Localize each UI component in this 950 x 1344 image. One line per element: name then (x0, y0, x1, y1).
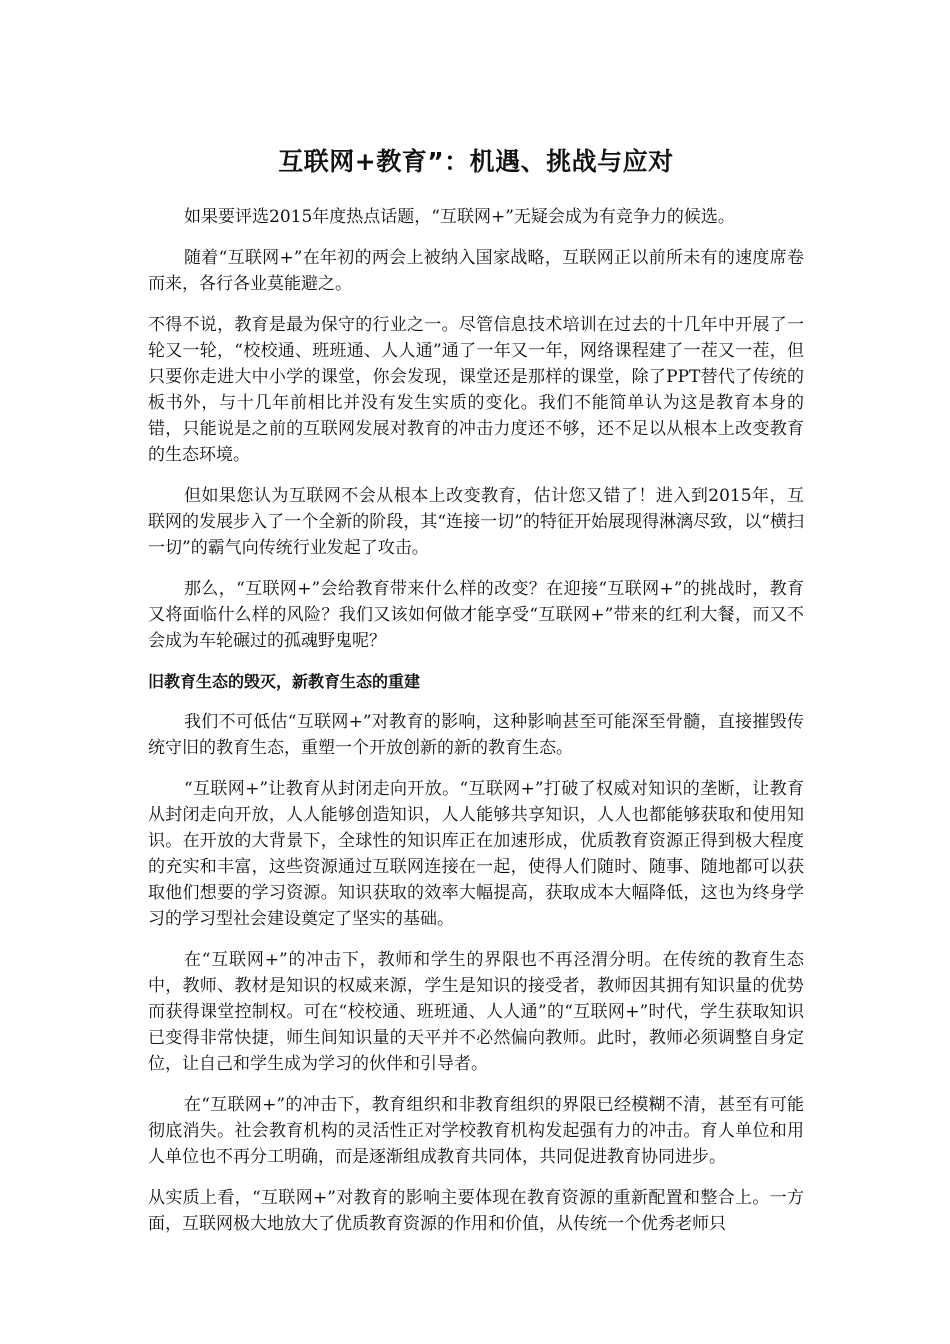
paragraph: 如果要评选2015年度热点话题，“互联网+”无疑会成为有竞争力的候选。 (184, 207, 735, 227)
paragraph: “互联网+”让教育从封闭走向开放。“互联网+”打破了权威对知识的垄断，让教育从封闭走向开放，人人能够创造知识，人人能够共享知识，人人也都能够获取和使用知识。在开放的大背景下，全球性的知识库正在加速形成，优质教育资源正得到极大程度的充实和丰富，这些资源通过互联网连接在一起，使得人们随时、随事、随地都可以获取他们想要的学习资源。知识获取的效率大幅提高，获取成本大幅降低，这也为终身学习的学习型社会建设奠定了坚实的基础。 (148, 779, 804, 929)
paragraph: 我们不可低估“互联网+”对教育的影响，这种影响甚至可能深至骨髓，直接摧毁传统守旧的教育生态，重塑一个开放创新的新的教育生态。 (148, 712, 804, 758)
paragraph: 从实质上看，“互联网+”对教育的影响主要体现在教育资源的重新配置和整合上。一方面，互联网极大地放大了优质教育资源的作用和价值，从传统一个优秀老师只 (148, 1188, 804, 1234)
paragraph: 但如果您认为互联网不会从根本上改变教育，估计您又错了！进入到2015年，互联网的发展步入了一个全新的阶段，其“连接一切”的特征开始展现得淋漓尽致，以“横扫一切”的霸气向传统行业发起了攻击。 (148, 486, 804, 558)
paragraph: 随着“互联网+”在年初的两会上被纳入国家战略，互联网正以前所未有的速度席卷而来，各行各业莫能避之。 (148, 248, 804, 294)
paragraph: 在“互联网+”的冲击下，教育组织和非教育组织的界限已经模糊不清，甚至有可能彻底消失。社会教育机构的灵活性正对学校教育机构发起强有力的冲击。育人单位和用人单位也不再分工明确，而是逐渐组成教育共同体，共同促进教育协同进步。 (148, 1095, 804, 1167)
section-heading: 旧教育生态的毁灭，新教育生态的重建 (148, 672, 421, 691)
paragraph: 不得不说，教育是最为保守的行业之一。尽管信息技术培训在过去的十几年中开展了一轮又一轮，“校校通、班班通、人人通”通了一年又一年，网络课程建了一茬又一茬，但只要你走进大中小学的课堂，你会发现，课堂还是那样的课堂，除了PPT替代了传统的板书外，与十几年前相比并没有发生实质的变化。我们不能简单认为这是教育本身的错，只能说是之前的互联网发展对教育的冲击力度还不够，还不足以从根本上改变教育的生态环境。 (148, 315, 804, 465)
paragraph: 那么，“互联网+”会给教育带来什么样的改变？在迎接“互联网+”的挑战时，教育又将面临什么样的风险？我们又该如何做才能享受“互联网+”带来的红利大餐，而又不会成为车轮碾过的孤魂野鬼呢？ (148, 579, 804, 651)
document-title: 互联网+教育”：机遇、挑战与应对 (278, 147, 674, 176)
document-body (148, 142, 804, 1252)
paragraph: 在“互联网+”的冲击下，教师和学生的界限也不再泾渭分明。在传统的教育生态中，教师、教材是知识的权威来源，学生是知识的接受者，教师因其拥有知识量的优势而获得课堂控制权。可在“校校通、班班通、人人通”的“互联网+”时代，学生获取知识已变得非常快捷，师生间知识量的天平并不必然偏向教师。此时，教师必须调整自身定位，让自己和学生成为学习的伙伴和引导者。 (148, 950, 804, 1074)
